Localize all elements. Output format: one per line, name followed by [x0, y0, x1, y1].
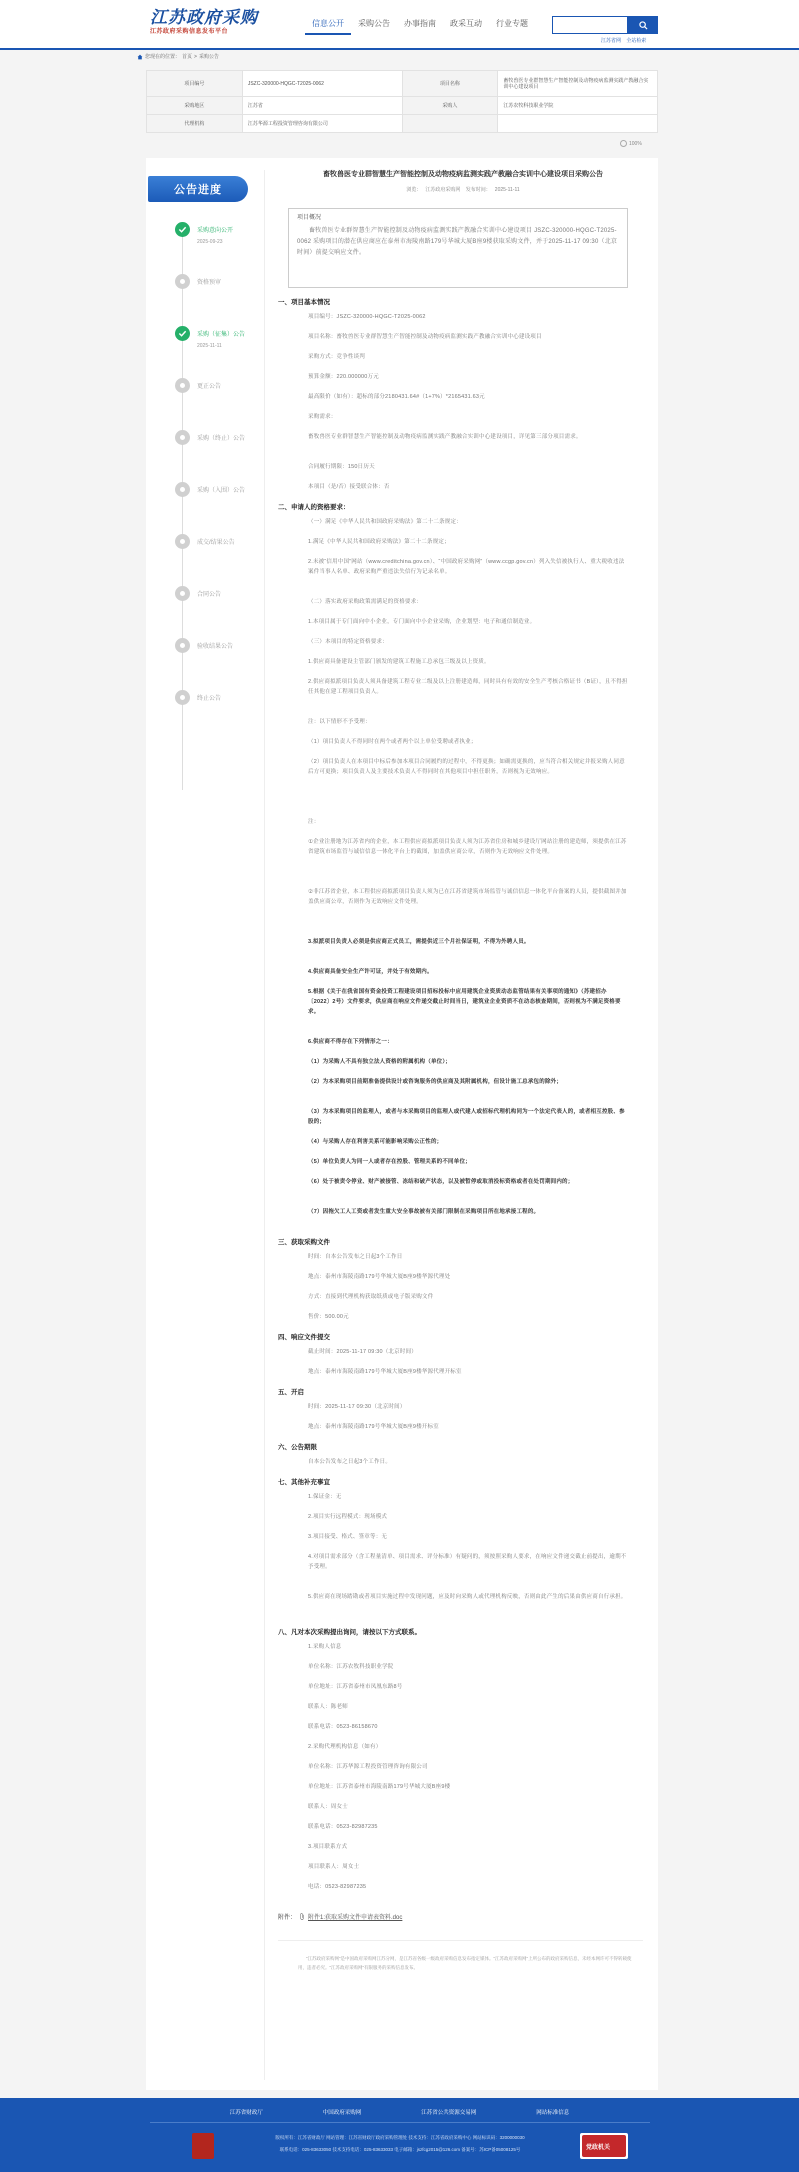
paragraph: 1.供应商具备建设主管部门颁发的建筑工程施工总承包三级及以上资质。	[308, 659, 490, 665]
step-label: 采购（征集）公告	[197, 332, 246, 338]
paragraph: 4.对项目需求部分（含工程量清单、项目需求、评分标准）有疑问的，须按照采购人要求，在响应文件递交截止前提出，逾期不予受理。	[308, 1554, 627, 1570]
paragraph: 地点：泰州市海陵南路179号华城大厦B座9楼华源代理开标室	[308, 1369, 462, 1375]
column-divider	[264, 170, 265, 2080]
step-label: 资格预审	[197, 280, 222, 286]
step-label: 采购意向公开	[197, 228, 234, 234]
paragraph: 地点：泰州市海陵南路179号华城大厦B座9楼开标室	[308, 1424, 439, 1430]
pending-icon	[175, 482, 190, 497]
paragraph: （一）满足《中华人民共和国政府采购法》第二十二条规定：	[308, 519, 462, 525]
step-date: 2025-09-23	[197, 239, 223, 245]
paragraph: （二）落实政府采购政策需满足的资格要求：	[308, 599, 423, 605]
paragraph: 1.本项目属于专门面向中小企业，专门面向中小企业采购，企业划型：电子和通信制造业。	[308, 619, 536, 625]
table-row	[147, 97, 658, 115]
breadcrumb-prefix: 您现在的位置：	[145, 54, 181, 60]
font-size-value: 100%	[629, 140, 642, 147]
paragraph: 2.采购代理机构信息（如有）	[308, 1744, 382, 1750]
paragraph: 联系电话：0523-86158670	[308, 1724, 378, 1730]
meta-source: 江苏政府采购网	[425, 187, 461, 193]
paragraph: 项目联系人：周女士	[308, 1864, 360, 1870]
paragraph: 时间：2025-11-17 09:30（北京时间）	[308, 1404, 406, 1410]
paragraph: 6.供应商不得存在下列情形之一：	[308, 1039, 393, 1045]
attachment	[278, 1912, 402, 1921]
article-divider	[278, 1940, 643, 1941]
info-key: 采购地区	[147, 97, 243, 115]
copyright-notice: “江苏政府采购网”是中国政府采购网江苏分网，是江苏省各级一级政府采购信息发布指定媒体。“江苏政府采购网”上所公布的政府采购信息，未经本网许可不得转载使用，违者必究。“江苏政府采购网”有限服务的采购信息发布。	[298, 1956, 632, 1970]
footer-divider	[150, 2122, 650, 2123]
breadcrumb	[137, 53, 219, 60]
footer-text-2: 联系电话：025-83633050 技术支持电话：025-83633033 电子邮箱：jszfcg2015@126.com 备案号：苏ICP备05008125号	[279, 2147, 521, 2152]
section-heading: 一、项目基本情况	[278, 299, 330, 306]
paragraph: 1.保证金：无	[308, 1494, 342, 1500]
section-heading: 二、申请人的资格要求：	[278, 504, 350, 511]
paragraph: 售价：500.00元	[308, 1314, 349, 1320]
paragraph: 1.采购人信息	[308, 1644, 342, 1650]
header	[0, 0, 799, 48]
paragraph: （5）单位负责人为同一人或者存在控股、管理关系的不同单位；	[308, 1159, 471, 1165]
pending-icon	[175, 378, 190, 393]
info-value: JSZC-320000-HQGC-T2025-0062	[242, 71, 402, 97]
breadcrumb-sep: >	[194, 53, 197, 60]
paragraph: 单位地址：江苏省泰州市凤凰东路8号	[308, 1684, 403, 1690]
progress-step[interactable]	[146, 222, 286, 252]
paragraph: 自本公告发布之日起3个工作日。	[308, 1459, 392, 1465]
paragraph: 电话：0523-82987235	[308, 1884, 367, 1890]
paragraph: （3）为本采购项目的监理人，或者与本采购项目的监理人或代建人或招标代理机构同为一个法定代表人的，或者相互控股、参股的；	[308, 1109, 625, 1125]
zoom-icon	[620, 140, 627, 147]
article-meta	[278, 186, 648, 193]
paragraph: （2）项目负责人在本项目中标后参加本项目合同履约的过程中，不得更换；如确需更换的，应当符合相关规定并报采购人同意后方可更换；项目负责人及主要技术负责人不得同时在其他项目中担任职务，否则视为无效响应。	[308, 759, 625, 775]
progress-step[interactable]	[146, 586, 286, 616]
party-gov-badge[interactable]	[580, 2133, 628, 2159]
attachment-label: 附件：	[278, 1915, 297, 1921]
paragraph: 联系电话：0523-82987235	[308, 1824, 378, 1830]
paragraph: 单位名称：江苏华源工程投资管理咨询有限公司	[308, 1764, 428, 1770]
project-summary-box	[288, 208, 628, 288]
pending-icon	[175, 534, 190, 549]
paragraph: 5.根据《关于在我省国有资金投资工程建设项目招标投标中应用建筑企业资质动态监管结果有关事项的通知》（苏建招办〔2022〕2号）文件要求，供应商在响应文件递交截止时间当日，建筑业企业资质不在动态核查期间，否则视为不满足资格要求。	[308, 989, 621, 1015]
search-input[interactable]	[552, 16, 628, 34]
info-key: 采购人	[402, 97, 498, 115]
paragraph: （1）为采购人不具有独立法人资格的附属机构（单位）；	[308, 1059, 452, 1065]
step-label: 采购（入围）公告	[197, 488, 246, 494]
paragraph: 时间：自本公告发布之日起3个工作日	[308, 1254, 403, 1260]
header-links	[597, 37, 646, 44]
paragraph: 地点：泰州市海陵南路179号华城大厦B座9楼华源代理处	[308, 1274, 451, 1280]
attachment-link[interactable]: 附件1:获取采购文件申请表资料.doc	[308, 1915, 403, 1921]
search-icon	[639, 21, 648, 30]
paragraph: ①企业注册地为江苏省内的企业，本工程供应商拟派项目负责人须为江苏省住房和城乡建设厅网站注册的建造师，须提供在江苏省建筑市场监管与诚信信息一体化平台上的截图，加盖供应商公章，否则作为无效响应文件处理。	[308, 839, 627, 855]
breadcrumb-current[interactable]: 采购公告	[198, 54, 219, 60]
nav-item-topic[interactable]: 行业专题	[496, 19, 528, 28]
info-key: 项目名称	[402, 71, 498, 97]
section-heading: 四、响应文件提交	[278, 1334, 330, 1341]
pending-icon	[175, 638, 190, 653]
paragraph: 4.供应商具备安全生产许可证，并处于有效期内。	[308, 969, 433, 975]
logo-main: 江苏政府采购	[150, 8, 258, 28]
progress-step[interactable]	[146, 638, 286, 668]
pending-icon	[175, 586, 190, 601]
paragraph: 注：以下情形不予受理：	[308, 719, 371, 725]
footer-link[interactable]: 中国政府采购网	[322, 2110, 362, 2116]
step-label: 合同公告	[197, 592, 222, 598]
paragraph: 1.满足《中华人民共和国政府采购法》第二十二条规定；	[308, 539, 450, 545]
section-heading: 七、其他补充事宜	[278, 1479, 330, 1486]
nav-item-guide[interactable]: 办事指南	[404, 19, 436, 28]
info-value: 江苏华源工程投资管理咨询有限公司	[242, 115, 402, 133]
footer-links	[0, 2108, 799, 2116]
footer-link[interactable]: 江苏省公共资源交易网	[421, 2110, 477, 2116]
section-heading: 八、凡对本次采购提出询问，请按以下方式联系。	[278, 1629, 421, 1636]
logo-sub: 江苏政府采购信息发布平台	[150, 29, 229, 35]
step-label: 成交/结果公告	[197, 540, 235, 546]
paragraph: 联系人：周女士	[308, 1804, 348, 1810]
paragraph: 采购方式：竞争性谈判	[308, 354, 366, 360]
paragraph: 3.项目接受、格式、签章等：无	[308, 1534, 388, 1540]
gov-emblem-icon[interactable]	[192, 2133, 214, 2159]
check-icon	[175, 222, 190, 237]
info-key	[402, 115, 498, 133]
nav-item-interact[interactable]: 政采互动	[450, 19, 482, 28]
paragraph: ②非江苏省企业，本工程供应商拟派项目负责人须为已在江苏省建筑市场监管与诚信信息一体化平台备案的人员，提供截图并加盖供应商公章，否则作为无效响应文件处理。	[308, 889, 627, 905]
nav-item-info[interactable]: 信息公开	[305, 18, 351, 35]
progress-step[interactable]	[146, 378, 286, 408]
header-link-province[interactable]: 江苏省网	[601, 38, 622, 44]
section-heading: 五、开启	[278, 1389, 304, 1396]
progress-step[interactable]	[146, 482, 286, 512]
article-title: 畜牧兽医专业群智慧生产智能控制及动物疫病监测实践产教融合实训中心建设项目采购公告	[323, 171, 603, 178]
search-button[interactable]	[628, 16, 658, 34]
paragraph: （2）为本采购项目前期准备提供设计或咨询服务的供应商及其附属机构，但设计施工总承包的除外；	[308, 1079, 563, 1085]
header-link-search[interactable]: 全站检索	[626, 38, 647, 44]
paragraph: 3.拟派项目负责人必须是供应商正式员工，需提供近三个月社保证明，不得为外聘人员。	[308, 939, 530, 945]
info-value: 江苏省	[242, 97, 402, 115]
font-size-control[interactable]	[620, 140, 642, 147]
footer	[0, 2098, 799, 2172]
progress-step[interactable]	[146, 690, 286, 720]
footer-text-1: 版权所有：江苏省财政厅 网站管理：江苏省财政厅政府采购管理处 技术支持：江苏省政府采购中心 网站标识码：3200000030	[275, 2135, 525, 2140]
progress-title: 公告进度	[148, 176, 248, 202]
pending-icon	[175, 274, 190, 289]
progress-step[interactable]	[146, 326, 286, 356]
info-key: 代理机构	[147, 115, 243, 133]
summary-title: 项目概况	[297, 215, 322, 221]
paragraph: 项目名称：畜牧兽医专业群智慧生产智能控制及动物疫病监测实践产教融合实训中心建设项目	[308, 334, 542, 340]
paragraph: 畜牧兽医专业群智慧生产智能控制及动物疫病监测实践产教融合实训中心建设项目，详见第三部分项目需求。	[308, 434, 582, 440]
paragraph: 本项目（是/否）接受联合体：否	[308, 484, 390, 490]
step-date: 2025-11-11	[197, 343, 222, 349]
nav-item-announce[interactable]: 采购公告	[358, 19, 390, 28]
paragraph: 单位地址：江苏省泰州市海陵南路179号华城大厦B座9楼	[308, 1784, 451, 1790]
breadcrumb-home[interactable]: 首页	[182, 54, 193, 60]
info-value	[498, 115, 658, 133]
table-row	[147, 71, 658, 97]
step-label: 采购（终止）公告	[197, 436, 246, 442]
paragraph: 截止时间：2025-11-17 09:30（北京时间）	[308, 1349, 417, 1355]
paragraph: 联系人：陈老师	[308, 1704, 348, 1710]
progress-step[interactable]	[146, 274, 286, 304]
summary-text: 畜牧兽医专业群智慧生产智能控制及动物疫病监测实践产教融合实训中心建设项目 JSZC-320000-HQGC-T2025-0062 采购项目的潜在供应商应在泰州市海陵南路179号华城大厦B座9楼获取采购文件，并于2025-11-17 09:30（北京时间）前提交响应文件。	[297, 228, 618, 256]
paragraph: 2.项目实行远程模式：现场模式	[308, 1514, 388, 1520]
paragraph: 2.供应商拟派项目负责人须具备建筑工程专业二级及以上注册建造师，同时具有有效的安全生产考核合格证书（B证），且不得担任其他在建工程项目负责人。	[308, 679, 628, 695]
progress-step[interactable]	[146, 534, 286, 564]
paperclip-icon	[299, 1913, 305, 1920]
info-value: 畜牧兽医专业群智慧生产智能控制及动物疫病监测实践产教融合实训中心建设项目	[498, 71, 658, 97]
paragraph: （1）项目负责人不得同时在两个或者两个以上单位受聘或者执业；	[308, 739, 477, 745]
paragraph: （4）与采购人存在利害关系可能影响采购公正性的；	[308, 1139, 443, 1145]
meta-browse-label: 浏览：	[406, 187, 422, 193]
paragraph: 3.项目联系方式	[308, 1844, 348, 1850]
paragraph: 2.未被“信用中国”网站（www.creditchina.gov.cn）、“中国政府采购网”（www.ccgp.gov.cn）列入失信被执行人、重大税收违法案件当事人名单、政府采购严重违法失信行为记录名单。	[308, 559, 625, 575]
paragraph: 5.供应商在现场踏勘或者项目实施过程中发现问题，应及时向采购人或代理机构反映，否则由此产生的后果由供应商自行承担。	[308, 1594, 627, 1600]
step-label: 更正公告	[197, 384, 222, 390]
header-divider	[0, 48, 799, 50]
announcement-article	[278, 170, 648, 1970]
paragraph: 注：	[308, 819, 320, 825]
info-value: 江苏农牧科技职业学院	[498, 97, 658, 115]
pending-icon	[175, 690, 190, 705]
check-icon	[175, 326, 190, 341]
paragraph: 单位名称：江苏农牧科技职业学院	[308, 1664, 394, 1670]
paragraph: 项目编号：JSZC-320000-HQGC-T2025-0062	[308, 314, 426, 320]
progress-step[interactable]	[146, 430, 286, 460]
footer-link[interactable]: 江苏省财政厅	[229, 2110, 263, 2116]
paragraph: （三）本项目的特定资格要求：	[308, 639, 388, 645]
paragraph: 采购需求：	[308, 414, 337, 420]
table-row	[147, 115, 658, 133]
paragraph: 最高限价（如有）：超标的部分2180431.64#（1+7%）*2165431.63元	[308, 394, 485, 400]
paragraph: 预算金额：220.000000万元	[308, 374, 379, 380]
paragraph: 方式：直接到代理机构获取纸质或电子版采购文件	[308, 1294, 434, 1300]
step-label: 验收结果公告	[197, 644, 234, 650]
meta-date-label: 发布时间：	[465, 187, 491, 193]
site-logo[interactable]	[150, 8, 268, 40]
footer-link[interactable]: 网站标准信息	[536, 2110, 570, 2116]
info-key: 项目编号	[147, 71, 243, 97]
section-heading: 六、公告期限	[278, 1444, 317, 1451]
paragraph: 合同履行期限：150日历天	[308, 464, 375, 470]
paragraph: （7）因拖欠工人工资或者发生重大安全事故被有关部门限制在采购项目所在地承接工程的。	[308, 1209, 540, 1215]
paragraph: （6）处于被责令停业、财产被接管、冻结和破产状态，以及被暂停或取消投标资格或者在处罚期间内的；	[308, 1179, 574, 1185]
project-info-table	[146, 70, 658, 133]
step-label: 终止公告	[197, 696, 222, 702]
meta-date: 2025-11-11	[494, 187, 520, 193]
home-icon	[137, 54, 143, 60]
pending-icon	[175, 430, 190, 445]
main-nav	[305, 18, 535, 35]
section-heading: 三、获取采购文件	[278, 1239, 330, 1246]
badge-text: 党政机关	[586, 2145, 611, 2151]
